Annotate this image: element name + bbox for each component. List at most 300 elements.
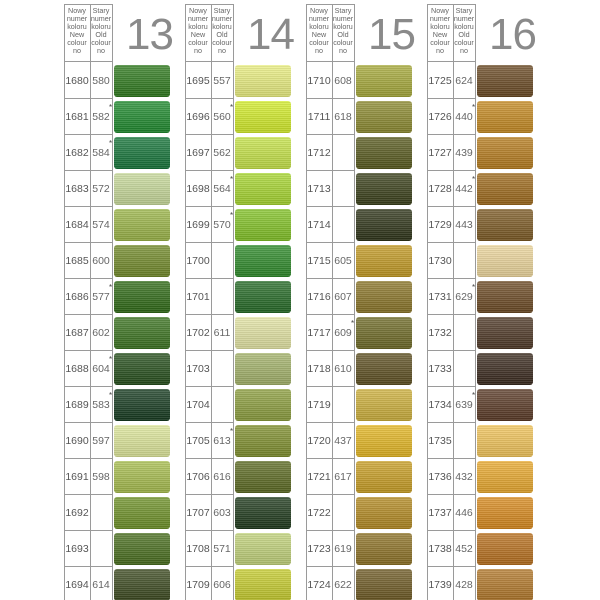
new-colour-code: 1738 [428, 543, 452, 555]
new-colour-code: 1727 [428, 147, 452, 159]
header-new-line5: colour [430, 38, 450, 47]
new-colour-code: 1730 [428, 255, 452, 267]
thread-swatch [114, 497, 170, 529]
old-colour-code: 611 [213, 327, 231, 339]
thread-swatch [114, 281, 170, 313]
old-colour-code: 582 [92, 111, 110, 123]
new-colour-code: 1737 [428, 507, 452, 519]
new-colour-code: 1689 [65, 399, 89, 411]
new-colour-code: 1724 [307, 579, 331, 591]
thread-swatch [356, 101, 412, 133]
header-old-old2: numer [332, 14, 354, 23]
colour-row-1699 [185, 207, 291, 243]
thread-swatch [477, 137, 533, 169]
grid-header-divider [185, 61, 233, 62]
new-colour-code: 1722 [307, 507, 331, 519]
thread-swatch [235, 101, 291, 133]
colour-row-1680 [64, 63, 170, 99]
old-colour-code: 452 [455, 543, 473, 555]
old-colour-code [211, 351, 233, 387]
asterisk-mark: * [351, 319, 355, 328]
colour-row-1703 [185, 351, 291, 387]
grid-header-divider [64, 61, 112, 62]
grid-header-divider [306, 61, 354, 62]
colour-row-1709 [185, 567, 291, 600]
thread-swatch [114, 533, 170, 565]
header-old-old5: colour [333, 38, 353, 47]
header-new-line3: koloru [430, 22, 450, 31]
new-colour-code: 1701 [186, 291, 210, 303]
old-colour-code: 608 [334, 75, 352, 87]
old-colour-code: 614 [92, 579, 110, 591]
colour-row-1708 [185, 531, 291, 567]
new-colour-code: 1718 [307, 363, 331, 375]
new-colour-code: 1703 [186, 363, 210, 375]
new-colour-code: 1684 [65, 219, 89, 231]
new-colour-code: 1688 [65, 363, 89, 375]
new-colour-code: 1697 [186, 147, 210, 159]
new-colour-code: 1716 [307, 291, 331, 303]
asterisk-mark: * [472, 283, 476, 292]
new-colour-code: 1692 [65, 507, 89, 519]
old-colour-code: 583 [92, 399, 110, 411]
thread-swatch [356, 425, 412, 457]
new-colour-code: 1680 [65, 75, 89, 87]
grid-top-border [185, 4, 233, 5]
asterisk-mark: * [109, 103, 113, 112]
header-new-line4: New [432, 30, 448, 39]
colour-row-1726 [427, 99, 533, 135]
colour-row-1718 [306, 351, 412, 387]
new-colour-code: 1707 [186, 507, 210, 519]
header-old-old1: Stary [455, 6, 473, 15]
colour-row-1705 [185, 423, 291, 459]
colour-row-1735 [427, 423, 533, 459]
thread-swatch [114, 425, 170, 457]
new-colour-code: 1695 [186, 75, 210, 87]
asterisk-mark: * [230, 175, 234, 184]
old-colour-code: 572 [92, 183, 110, 195]
colour-row-1695 [185, 63, 291, 99]
colour-row-1734 [427, 387, 533, 423]
colour-row-1714 [306, 207, 412, 243]
old-colour-code: 564 [213, 183, 231, 195]
old-colour-code [332, 387, 354, 423]
colour-row-1733 [427, 351, 533, 387]
colour-panel-16 [427, 4, 536, 598]
new-colour-code: 1733 [428, 363, 452, 375]
new-colour-code: 1714 [307, 219, 331, 231]
thread-swatch [235, 173, 291, 205]
thread-swatch [114, 173, 170, 205]
panel-number: 16 [489, 10, 536, 59]
colour-row-1727 [427, 135, 533, 171]
thread-swatch [356, 137, 412, 169]
header-old-old6: no [218, 46, 226, 55]
grid-top-border [306, 4, 354, 5]
header-new-line6: no [436, 46, 444, 55]
colour-row-1713 [306, 171, 412, 207]
grid-top-border [64, 4, 112, 5]
new-colour-code: 1712 [307, 147, 331, 159]
thread-swatch [235, 569, 291, 600]
new-colour-code: 1691 [65, 471, 89, 483]
colour-row-1716 [306, 279, 412, 315]
thread-swatch [114, 209, 170, 241]
old-colour-code [211, 279, 233, 315]
new-colour-code: 1723 [307, 543, 331, 555]
new-colour-code: 1734 [428, 399, 452, 411]
thread-swatch [477, 569, 533, 600]
new-colour-code: 1735 [428, 435, 452, 447]
old-colour-code: 432 [455, 471, 473, 483]
new-colour-code: 1715 [307, 255, 331, 267]
colour-row-1730 [427, 243, 533, 279]
new-colour-code: 1725 [428, 75, 452, 87]
asterisk-mark: * [230, 427, 234, 436]
old-colour-code: 560 [213, 111, 231, 123]
old-colour-code [211, 243, 233, 279]
new-colour-code: 1694 [65, 579, 89, 591]
panel-number: 15 [368, 10, 415, 59]
colour-row-1728 [427, 171, 533, 207]
thread-swatch [114, 137, 170, 169]
old-colour-code [332, 495, 354, 531]
asterisk-mark: * [472, 175, 476, 184]
thread-swatch [356, 569, 412, 600]
colour-panel-13 [64, 4, 173, 598]
thread-swatch [477, 209, 533, 241]
new-colour-code: 1683 [65, 183, 89, 195]
colour-row-1722 [306, 495, 412, 531]
old-colour-code: 609 [334, 327, 352, 339]
new-colour-code: 1713 [307, 183, 331, 195]
thread-swatch [477, 425, 533, 457]
old-colour-code: 613 [213, 435, 231, 447]
header-old-old3: koloru [91, 22, 111, 31]
header-new-colour-no [185, 4, 211, 62]
header-old-old5: colour [212, 38, 232, 47]
header-old-old4: Old [337, 30, 349, 39]
thread-swatch [356, 209, 412, 241]
header-old-old6: no [339, 46, 347, 55]
header-new-line2: numer [429, 14, 451, 23]
colour-row-1737 [427, 495, 533, 531]
colour-row-1697 [185, 135, 291, 171]
old-colour-code: 624 [455, 75, 473, 87]
asterisk-mark: * [230, 103, 234, 112]
old-colour-code: 639 [455, 399, 473, 411]
thread-swatch [477, 461, 533, 493]
thread-swatch [477, 101, 533, 133]
panel-number: 13 [126, 10, 173, 59]
thread-swatch [114, 245, 170, 277]
new-colour-code: 1721 [307, 471, 331, 483]
thread-swatch [477, 245, 533, 277]
colour-row-1693 [64, 531, 170, 567]
old-colour-code: 598 [92, 471, 110, 483]
header-new-line1: Nowy [68, 6, 86, 15]
old-colour-code: 607 [334, 291, 352, 303]
thread-swatch [235, 209, 291, 241]
old-colour-code: 616 [213, 471, 231, 483]
thread-swatch [477, 389, 533, 421]
new-colour-code: 1705 [186, 435, 210, 447]
new-colour-code: 1699 [186, 219, 210, 231]
new-colour-code: 1681 [65, 111, 89, 123]
thread-swatch [114, 569, 170, 600]
header-new-line6: no [194, 46, 202, 55]
asterisk-mark: * [472, 103, 476, 112]
header-new-line2: numer [308, 14, 330, 23]
panel-number: 14 [247, 10, 294, 59]
thread-swatch [356, 173, 412, 205]
colour-row-1706 [185, 459, 291, 495]
grid-top-border [427, 4, 475, 5]
new-colour-code: 1728 [428, 183, 452, 195]
header-old-old4: Old [216, 30, 228, 39]
header-new-line3: koloru [188, 22, 208, 31]
asterisk-mark: * [109, 391, 113, 400]
colour-row-1712 [306, 135, 412, 171]
colour-row-1724 [306, 567, 412, 600]
header-old-old1: Stary [92, 6, 110, 15]
header-new-line6: no [315, 46, 323, 55]
old-colour-code: 605 [334, 255, 352, 267]
thread-swatch [114, 389, 170, 421]
header-new-line1: Nowy [431, 6, 449, 15]
old-colour-code: 562 [213, 147, 231, 159]
old-colour-code: 606 [213, 579, 231, 591]
grid-header-divider [427, 61, 475, 62]
new-colour-code: 1708 [186, 543, 210, 555]
old-colour-code: 439 [455, 147, 473, 159]
old-colour-code: 428 [455, 579, 473, 591]
old-colour-code [332, 135, 354, 171]
thread-swatch [477, 173, 533, 205]
header-old-old5: colour [454, 38, 474, 47]
header-old-old3: koloru [212, 22, 232, 31]
old-colour-code: 584 [92, 147, 110, 159]
colour-row-1687 [64, 315, 170, 351]
old-colour-code [453, 315, 475, 351]
thread-swatch [235, 389, 291, 421]
thread-swatch [356, 353, 412, 385]
colour-row-1736 [427, 459, 533, 495]
old-colour-code: 610 [334, 363, 352, 375]
header-old-colour-no [453, 4, 475, 62]
old-colour-code [332, 171, 354, 207]
thread-swatch [477, 497, 533, 529]
new-colour-code: 1736 [428, 471, 452, 483]
thread-swatch [235, 245, 291, 277]
colour-row-1698 [185, 171, 291, 207]
old-colour-code [453, 423, 475, 459]
colour-row-1685 [64, 243, 170, 279]
colour-row-1690 [64, 423, 170, 459]
header-old-colour-no [211, 4, 233, 62]
thread-swatch [356, 497, 412, 529]
thread-swatch [235, 497, 291, 529]
old-colour-code: 602 [92, 327, 110, 339]
old-colour-code: 617 [334, 471, 352, 483]
old-colour-code [211, 387, 233, 423]
header-new-line2: numer [66, 14, 88, 23]
header-new-line4: New [190, 30, 206, 39]
colour-row-1682 [64, 135, 170, 171]
thread-swatch [235, 281, 291, 313]
header-old-old2: numer [211, 14, 233, 23]
old-colour-code: 442 [455, 183, 473, 195]
thread-swatch [235, 317, 291, 349]
thread-swatch [356, 65, 412, 97]
colour-row-1681 [64, 99, 170, 135]
thread-swatch [356, 461, 412, 493]
colour-row-1694 [64, 567, 170, 600]
new-colour-code: 1685 [65, 255, 89, 267]
colour-row-1739 [427, 567, 533, 600]
new-colour-code: 1704 [186, 399, 210, 411]
colour-row-1725 [427, 63, 533, 99]
header-new-line6: no [73, 46, 81, 55]
header-old-old1: Stary [334, 6, 352, 15]
new-colour-code: 1686 [65, 291, 89, 303]
colour-row-1717 [306, 315, 412, 351]
colour-row-1719 [306, 387, 412, 423]
thread-swatch [477, 317, 533, 349]
thread-swatch [114, 101, 170, 133]
header-old-old6: no [460, 46, 468, 55]
new-colour-code: 1710 [307, 75, 331, 87]
new-colour-code: 1731 [428, 291, 452, 303]
colour-row-1711 [306, 99, 412, 135]
header-old-old4: Old [95, 30, 107, 39]
header-new-colour-no [427, 4, 453, 62]
colour-row-1684 [64, 207, 170, 243]
header-new-line3: koloru [67, 22, 87, 31]
new-colour-code: 1690 [65, 435, 89, 447]
colour-row-1691 [64, 459, 170, 495]
old-colour-code [90, 531, 112, 567]
old-colour-code: 597 [92, 435, 110, 447]
old-colour-code: 437 [334, 435, 352, 447]
new-colour-code: 1693 [65, 543, 89, 555]
old-colour-code: 619 [334, 543, 352, 555]
new-colour-code: 1700 [186, 255, 210, 267]
header-old-old2: numer [453, 14, 475, 23]
colour-row-1688 [64, 351, 170, 387]
thread-swatch [356, 317, 412, 349]
colour-row-1692 [64, 495, 170, 531]
old-colour-code [90, 495, 112, 531]
old-colour-code: 443 [455, 219, 473, 231]
colour-row-1731 [427, 279, 533, 315]
old-colour-code: 604 [92, 363, 110, 375]
old-colour-code [453, 243, 475, 279]
colour-row-1732 [427, 315, 533, 351]
old-colour-code: 446 [455, 507, 473, 519]
thread-swatch [235, 65, 291, 97]
thread-swatch [477, 353, 533, 385]
new-colour-code: 1719 [307, 399, 331, 411]
new-colour-code: 1729 [428, 219, 452, 231]
thread-swatch [235, 533, 291, 565]
thread-swatch [477, 533, 533, 565]
thread-swatch [356, 245, 412, 277]
thread-swatch [356, 281, 412, 313]
old-colour-code: 571 [213, 543, 231, 555]
header-old-old5: colour [91, 38, 111, 47]
old-colour-code: 557 [213, 75, 231, 87]
header-old-old6: no [97, 46, 105, 55]
header-new-line5: colour [67, 38, 87, 47]
thread-swatch [235, 425, 291, 457]
colour-row-1704 [185, 387, 291, 423]
old-colour-code: 618 [334, 111, 352, 123]
colour-panel-14 [185, 4, 294, 598]
thread-swatch [477, 281, 533, 313]
new-colour-code: 1706 [186, 471, 210, 483]
new-colour-code: 1702 [186, 327, 210, 339]
colour-row-1686 [64, 279, 170, 315]
colour-row-1700 [185, 243, 291, 279]
thread-swatch [356, 533, 412, 565]
old-colour-code: 629 [455, 291, 473, 303]
header-new-line5: colour [309, 38, 329, 47]
new-colour-code: 1732 [428, 327, 452, 339]
header-old-old4: Old [458, 30, 470, 39]
header-new-line4: New [69, 30, 85, 39]
thread-swatch [114, 461, 170, 493]
thread-swatch [114, 65, 170, 97]
asterisk-mark: * [109, 355, 113, 364]
header-old-old2: numer [90, 14, 112, 23]
colour-row-1707 [185, 495, 291, 531]
header-new-line3: koloru [309, 22, 329, 31]
old-colour-code: 603 [213, 507, 231, 519]
header-new-colour-no [306, 4, 332, 62]
colour-row-1729 [427, 207, 533, 243]
header-old-old3: koloru [454, 22, 474, 31]
thread-swatch [235, 353, 291, 385]
old-colour-code [453, 351, 475, 387]
header-new-colour-no [64, 4, 90, 62]
header-new-line5: colour [188, 38, 208, 47]
header-new-line1: Nowy [189, 6, 207, 15]
asterisk-mark: * [109, 139, 113, 148]
thread-swatch [235, 461, 291, 493]
colour-row-1721 [306, 459, 412, 495]
new-colour-code: 1739 [428, 579, 452, 591]
old-colour-code: 600 [92, 255, 110, 267]
old-colour-code: 580 [92, 75, 110, 87]
thread-swatch [235, 137, 291, 169]
colour-row-1702 [185, 315, 291, 351]
header-old-colour-no [90, 4, 112, 62]
colour-row-1701 [185, 279, 291, 315]
new-colour-code: 1696 [186, 111, 210, 123]
colour-row-1689 [64, 387, 170, 423]
new-colour-code: 1717 [307, 327, 331, 339]
header-old-colour-no [332, 4, 354, 62]
new-colour-code: 1720 [307, 435, 331, 447]
thread-swatch [477, 65, 533, 97]
asterisk-mark: * [230, 211, 234, 220]
colour-row-1715 [306, 243, 412, 279]
asterisk-mark: * [472, 391, 476, 400]
new-colour-code: 1709 [186, 579, 210, 591]
colour-row-1710 [306, 63, 412, 99]
